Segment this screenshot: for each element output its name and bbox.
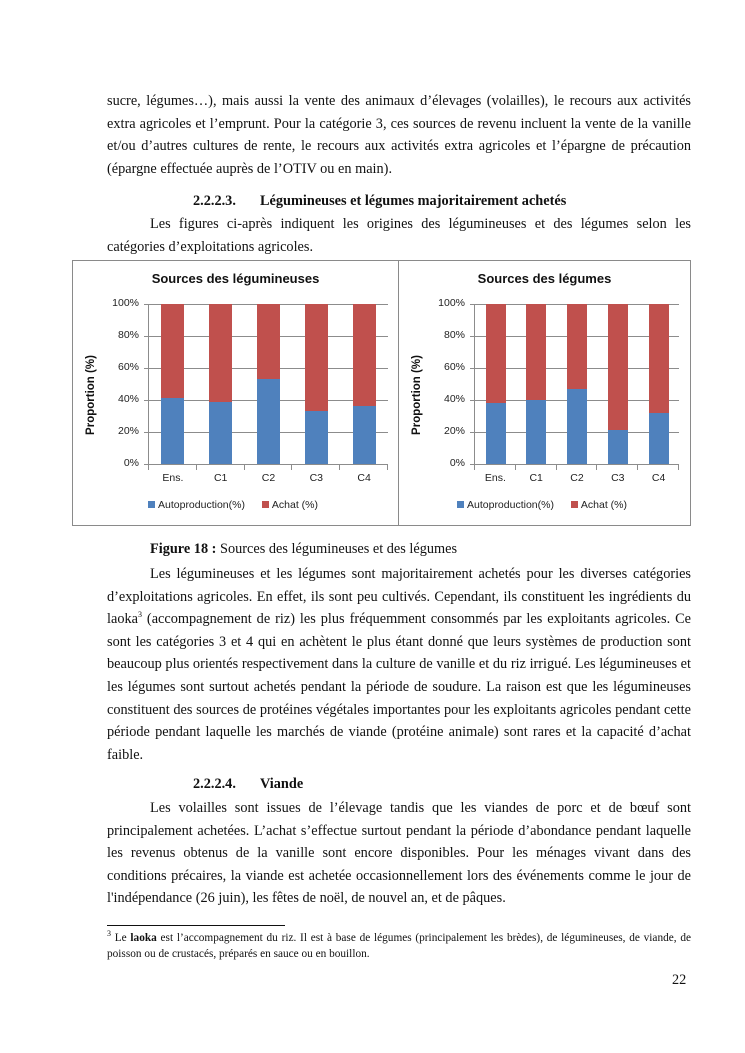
x-tick-label: C1 — [529, 472, 543, 484]
segment-achat — [526, 304, 546, 400]
bar-c4 — [353, 304, 376, 464]
y-tick-label: 100% — [112, 297, 139, 309]
segment-autoproduction — [209, 402, 232, 464]
segment-achat — [353, 304, 376, 406]
y-tick-label: 0% — [449, 457, 465, 469]
bar-c3 — [305, 304, 328, 464]
x-tick — [678, 465, 679, 470]
y-axis-label: Proportion (%) — [85, 355, 97, 435]
y-tick-label: 0% — [123, 457, 139, 469]
bar-c2 — [567, 304, 587, 464]
bar-c3 — [608, 304, 628, 464]
bar-ens — [161, 304, 184, 464]
footnote-divider — [107, 925, 285, 926]
x-tick-label: C2 — [570, 472, 584, 484]
segment-autoproduction — [567, 389, 587, 464]
x-tick — [196, 465, 197, 470]
x-tick — [387, 465, 388, 470]
x-tick — [474, 465, 475, 470]
x-tick — [148, 465, 149, 470]
segment-achat — [305, 304, 328, 411]
footnote-number: 3 — [107, 929, 111, 939]
footnote-ref: 3 — [137, 610, 142, 620]
segment-autoproduction — [257, 379, 280, 464]
chart-legend — [457, 499, 641, 511]
viande-paragraph: Les volailles sont issues de l’élevage tandis que les viandes de porc et de bœuf sont principalement achetées. L’achat s’effectue surtout pendant la période d’abondance pendant laquelle les revenus obtenus de la vanille sont encore disponibles. Pour les ménages vivant dans des conditions précaires, la viande est achetée occasionnellement lors des événements comme le jour de l'indépendance (26 juin), les fêtes de noël, de nouvel an, et de pâques. — [107, 800, 691, 907]
legend-achat: Achat (%) — [262, 499, 318, 511]
x-tick — [556, 465, 557, 470]
legumes-paragraph: Les légumineuses et les légumes sont majoritairement achetés pour les diverses catégories d’exploitations agricoles. En effet, ils sont peu cultivés. Cependant, ils constituent les ingrédients du laoka$^3$ (accompagnement de riz) les plus fréquemment consommés par les exploitants agricoles. Ce sont les catégories 3 et 4 qui en achètent le plus étant donné que leurs systèmes de production sont beaucoup plus orientés respectivement dans la culture de vanille et du riz irrigué. Les légumineuses et les légumes sont surtout achetés pendant la période de soudure. La raison est que les légumineuses constituent des sources de protéines végétales importantes pour les exploitants agricoles pendant cette période pendant laquelle les marchés de viande (protéine animale) sont rares et la capacité d’achat faible. — [107, 566, 691, 763]
bar-c4 — [649, 304, 669, 464]
segment-autoproduction — [305, 411, 328, 464]
figures-intro-paragraph: Les figures ci-après indiquent les origines des légumineuses et des légumes selon les catégories d’exploitations agricoles. — [107, 216, 691, 255]
page-number: 22 — [672, 972, 687, 988]
x-tick-label: C2 — [261, 472, 276, 484]
segment-autoproduction — [486, 403, 506, 464]
x-tick — [596, 465, 597, 470]
section-heading-2223 — [193, 193, 566, 210]
bar-ens — [486, 304, 506, 464]
segment-achat — [486, 304, 506, 403]
segment-autoproduction — [526, 400, 546, 464]
chart-legumineuses — [73, 261, 399, 525]
segment-achat — [209, 304, 232, 402]
figure-label: Figure 18 : — [150, 541, 217, 557]
x-tick-label: Ens. — [484, 472, 506, 484]
legend-achat: Achat (%) — [571, 499, 627, 511]
x-tick — [244, 465, 245, 470]
chart-legend — [148, 499, 332, 511]
y-tick-label: 80% — [443, 329, 465, 341]
legend-swatch-red — [571, 501, 578, 508]
x-tick — [291, 465, 292, 470]
bar-c2 — [257, 304, 280, 464]
x-tick — [637, 465, 638, 470]
legend-swatch-red — [262, 501, 269, 508]
section-title: Viande — [260, 776, 304, 792]
x-tick-label: C4 — [651, 472, 666, 484]
chart-title: Sources des légumes — [477, 271, 612, 286]
y-tick-label: 80% — [117, 329, 139, 341]
legend-autoproduction: Autoproduction(%) — [148, 499, 245, 511]
figure-caption-text: Sources des légumineuses et des légumes — [216, 541, 458, 557]
bar-c1 — [209, 304, 232, 464]
segment-autoproduction — [161, 398, 184, 464]
y-tick-label: 20% — [443, 425, 465, 437]
segment-achat — [161, 304, 184, 398]
x-tick-label: C4 — [357, 472, 371, 484]
chart-title: Sources des légumineuses — [151, 271, 320, 286]
segment-achat — [257, 304, 280, 379]
x-tick — [339, 465, 340, 470]
y-tick-label: 20% — [117, 425, 139, 437]
x-tick-label: C3 — [611, 472, 625, 484]
segment-achat — [567, 304, 587, 389]
y-tick-label: 40% — [443, 393, 465, 405]
section-title: Légumineuses et légumes majoritairement achetés — [260, 193, 567, 209]
footnote-term: laoka — [130, 932, 157, 944]
legend-autoproduction: Autoproduction(%) — [457, 499, 554, 511]
y-tick-label: 60% — [443, 361, 465, 373]
x-tick-label: C3 — [309, 472, 324, 484]
plot-area — [112, 297, 388, 484]
segment-autoproduction — [353, 406, 376, 464]
segment-achat — [608, 304, 628, 430]
y-tick-label: 60% — [117, 361, 139, 373]
bar-c1 — [526, 304, 546, 464]
section-heading-2224 — [193, 776, 303, 793]
y-tick-label: 40% — [117, 393, 139, 405]
figure-18-charts — [72, 260, 691, 526]
y-axis-label: Proportion (%) — [411, 355, 423, 435]
chart-legumes — [399, 261, 690, 525]
y-tick-label: 100% — [438, 297, 465, 309]
x-tick-label: Ens. — [162, 472, 184, 484]
gridline — [144, 464, 388, 465]
plot-area — [438, 297, 679, 484]
segment-achat — [649, 304, 669, 413]
intro-paragraph: sucre, légumes…), mais aussi la vente des animaux d’élevages (volailles), le recours aux activités extra agricoles et l’emprunt. Pour la catégorie 3, ces sources de revenu incluent la vente de la vanille et/ou d’autres cultures de rente, le recours aux activités extra agricoles et l’épargne de précaution (épargne effectuée auprès de l’OTIV ou en main). — [107, 93, 691, 177]
segment-autoproduction — [649, 413, 669, 464]
figure-caption — [150, 541, 457, 558]
section-number: 2.2.2.4. — [193, 776, 236, 792]
legend-swatch-blue — [148, 501, 155, 508]
gridline — [470, 464, 679, 465]
footnote: $^3$ Le laoka est l’accompagnement du riz. Il est à base de légumes (principalement les brèdes), de légumineuses, de viande, de poisson ou de crustacés, préparés en sauce ou en bouillon. — [107, 929, 691, 960]
x-tick-label: C1 — [213, 472, 228, 484]
legend-swatch-blue — [457, 501, 464, 508]
x-tick — [515, 465, 516, 470]
section-number: 2.2.2.3. — [193, 193, 236, 209]
segment-autoproduction — [608, 430, 628, 464]
